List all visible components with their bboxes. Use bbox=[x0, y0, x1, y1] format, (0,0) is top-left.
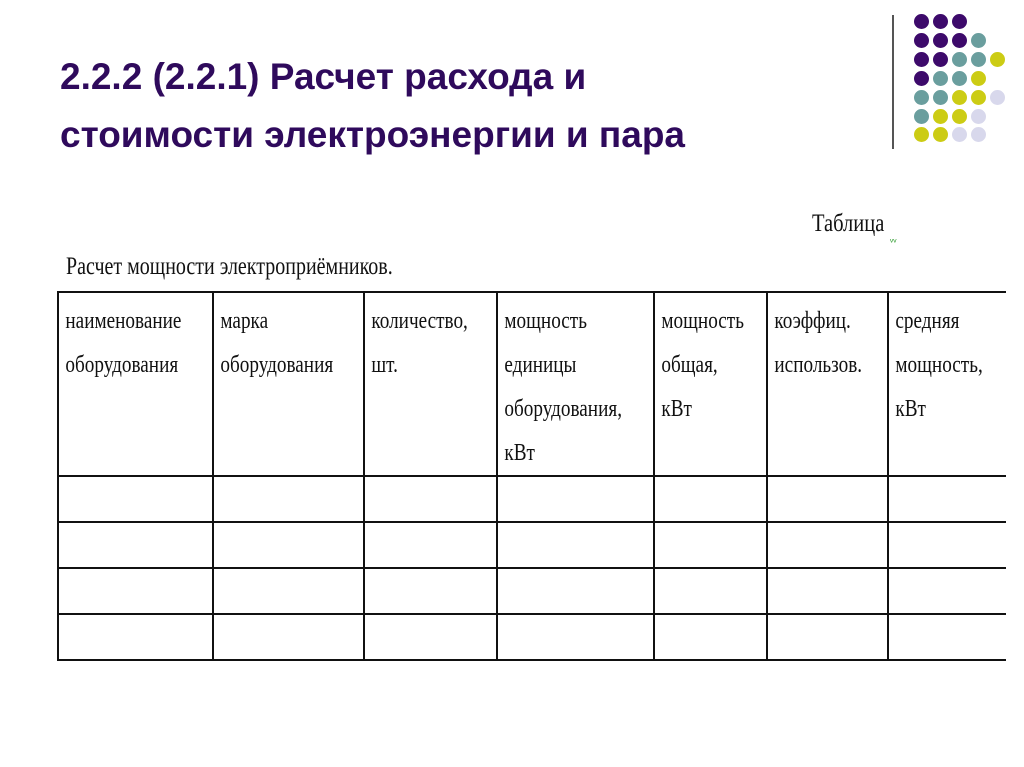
header-text-line: марка bbox=[220, 308, 269, 334]
header-text-line: шт. bbox=[371, 352, 398, 378]
header-cell bbox=[767, 292, 888, 476]
table-cell bbox=[58, 522, 213, 568]
header-text-line: оборудования bbox=[220, 352, 334, 378]
table-cell bbox=[767, 614, 888, 660]
title-line-1: 2.2.2 (2.2.1) Расчет расхода и bbox=[60, 56, 587, 97]
header-text-line: оборудования bbox=[65, 352, 179, 378]
title-line-2: стоимости электроэнергии и пара bbox=[60, 114, 686, 155]
decorative-dot bbox=[914, 127, 929, 142]
header-text-line: наименование bbox=[65, 308, 182, 334]
table-cell bbox=[213, 476, 364, 522]
header-cell bbox=[213, 292, 364, 476]
slide-title bbox=[60, 48, 880, 164]
table-cell bbox=[767, 568, 888, 614]
decorative-dot bbox=[990, 90, 1005, 105]
decorative-dot bbox=[971, 127, 986, 142]
table-cell bbox=[213, 614, 364, 660]
decorative-dot bbox=[933, 90, 948, 105]
decorative-dot bbox=[971, 90, 986, 105]
decorative-dot bbox=[914, 14, 929, 29]
decorative-dot bbox=[933, 52, 948, 67]
decorative-dot bbox=[952, 52, 967, 67]
decorative-dot bbox=[914, 33, 929, 48]
table-cell bbox=[888, 476, 1006, 522]
header-cell bbox=[888, 292, 1006, 476]
header-text-line: оборудования, bbox=[504, 396, 623, 422]
table-cell bbox=[497, 522, 654, 568]
decorative-dot bbox=[914, 71, 929, 86]
table-row bbox=[58, 522, 1006, 568]
decorative-dot bbox=[952, 90, 967, 105]
header-text-line: кВт bbox=[895, 396, 927, 422]
decorative-dot bbox=[952, 109, 967, 124]
table-cell bbox=[58, 568, 213, 614]
table-cell bbox=[364, 614, 497, 660]
decorative-divider bbox=[892, 15, 894, 149]
table-cell bbox=[364, 522, 497, 568]
header-text-line: использов. bbox=[774, 352, 863, 378]
decorative-dot bbox=[933, 71, 948, 86]
header-cell bbox=[58, 292, 213, 476]
table-cell bbox=[654, 568, 767, 614]
table-cell bbox=[654, 476, 767, 522]
decorative-dot bbox=[933, 33, 948, 48]
table-cell bbox=[213, 522, 364, 568]
table-cell bbox=[364, 568, 497, 614]
table-header-row bbox=[58, 292, 1006, 476]
table-caption: Расчет мощности электроприёмников. bbox=[66, 253, 393, 280]
table-cell bbox=[497, 476, 654, 522]
decorative-dot bbox=[933, 127, 948, 142]
decorative-dot bbox=[971, 71, 986, 86]
table-cell bbox=[767, 522, 888, 568]
table-cell bbox=[364, 476, 497, 522]
table-cell bbox=[654, 522, 767, 568]
decorative-dot bbox=[971, 109, 986, 124]
header-text-line: коэффиц. bbox=[774, 308, 852, 334]
decorative-dot bbox=[914, 90, 929, 105]
table-cell bbox=[213, 568, 364, 614]
header-text-line: количество, bbox=[371, 308, 468, 334]
decorative-dot bbox=[914, 109, 929, 124]
table-cell bbox=[497, 614, 654, 660]
header-text-line: средняя bbox=[895, 308, 960, 334]
decorative-dot bbox=[952, 14, 967, 29]
decorative-dot bbox=[971, 52, 986, 67]
header-text-line: единицы bbox=[504, 352, 577, 378]
header-cell bbox=[364, 292, 497, 476]
table-cell bbox=[767, 476, 888, 522]
table-cell bbox=[888, 614, 1006, 660]
header-text-line: кВт bbox=[504, 440, 535, 466]
decorative-dot bbox=[933, 109, 948, 124]
table-row bbox=[58, 614, 1006, 660]
table-number-label: Таблица bbox=[812, 210, 885, 237]
table-cell bbox=[497, 568, 654, 614]
header-cell bbox=[497, 292, 654, 476]
table-cell bbox=[58, 614, 213, 660]
table-cell bbox=[888, 568, 1006, 614]
decorative-dot bbox=[952, 71, 967, 86]
header-text-line: мощность, bbox=[895, 352, 983, 378]
table-row bbox=[58, 568, 1006, 614]
decorative-dot bbox=[990, 52, 1005, 67]
decorative-dot bbox=[914, 52, 929, 67]
header-cell bbox=[654, 292, 767, 476]
decorative-dot bbox=[971, 33, 986, 48]
decorative-dot bbox=[952, 33, 967, 48]
table-row bbox=[58, 476, 1006, 522]
decorative-dot bbox=[933, 14, 948, 29]
header-text-line: общая, bbox=[661, 352, 718, 378]
header-text-line: кВт bbox=[661, 396, 692, 422]
spellcheck-mark-icon: ᵥᵥ bbox=[890, 234, 897, 245]
table-cell bbox=[888, 522, 1006, 568]
table-cell bbox=[58, 476, 213, 522]
header-text-line: мощность bbox=[661, 308, 744, 334]
decorative-dot bbox=[952, 127, 967, 142]
header-text-line: мощность bbox=[504, 308, 587, 334]
power-calculation-table bbox=[57, 291, 1006, 661]
table-cell bbox=[654, 614, 767, 660]
